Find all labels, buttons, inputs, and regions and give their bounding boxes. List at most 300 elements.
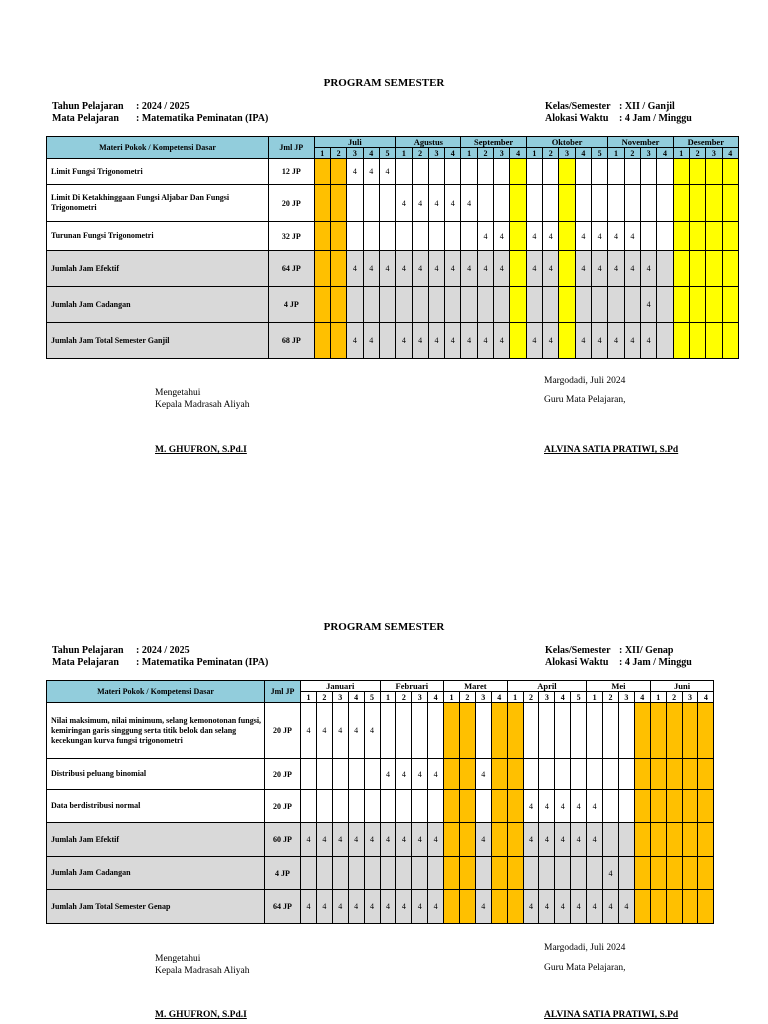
nama-kepala: M. GHUFRON, S.Pd.I <box>155 445 247 455</box>
week-cell <box>666 857 682 890</box>
week-cell <box>491 703 507 759</box>
week-cell: 4 <box>412 823 428 857</box>
week-cell <box>444 857 460 890</box>
week-cell: 4 <box>624 222 640 251</box>
week-cell <box>608 159 624 185</box>
jp-cell: 68 JP <box>269 323 315 359</box>
week-cell: 4 <box>526 323 542 359</box>
week-cell <box>698 857 714 890</box>
week-cell <box>666 890 682 924</box>
week-cell <box>363 287 379 323</box>
week-cell <box>689 159 705 185</box>
materi-cell: Turunan Fungsi Trigonometri <box>47 222 269 251</box>
month-header: Oktober <box>526 137 608 148</box>
jp-cell: 64 JP <box>269 251 315 287</box>
week-cell <box>657 159 673 185</box>
guru-text: Guru Mata Pelajaran, <box>544 963 626 973</box>
week-cell: 4 <box>475 759 491 790</box>
week-header: 2 <box>316 692 332 703</box>
week-cell: 4 <box>396 890 412 924</box>
week-cell <box>624 185 640 222</box>
week-cell: 4 <box>591 251 607 287</box>
jp-cell: 12 JP <box>269 159 315 185</box>
week-header: 1 <box>461 148 477 159</box>
week-cell <box>428 857 444 890</box>
week-cell <box>559 222 575 251</box>
week-cell <box>657 185 673 222</box>
week-cell: 4 <box>332 823 348 857</box>
week-header: 2 <box>624 148 640 159</box>
week-header: 2 <box>666 692 682 703</box>
week-cell: 4 <box>571 790 587 823</box>
mengetahui-text: Mengetahui <box>155 388 201 398</box>
jp-cell: 60 JP <box>265 823 301 857</box>
week-cell: 4 <box>523 790 539 823</box>
week-cell <box>682 790 698 823</box>
week-header: 1 <box>587 692 603 703</box>
kelas-label: Kelas/Semester <box>545 101 611 112</box>
week-cell: 4 <box>316 823 332 857</box>
week-cell <box>543 287 559 323</box>
week-cell <box>673 251 689 287</box>
week-cell <box>316 759 332 790</box>
week-cell <box>330 287 346 323</box>
week-header: 1 <box>673 148 689 159</box>
materi-cell: Jumlah Jam Cadangan <box>47 287 269 323</box>
week-cell: 4 <box>587 890 603 924</box>
week-cell <box>396 703 412 759</box>
week-cell <box>445 159 461 185</box>
week-cell <box>591 287 607 323</box>
week-cell <box>477 185 493 222</box>
week-cell <box>477 159 493 185</box>
week-header: 4 <box>722 148 738 159</box>
week-cell: 4 <box>316 703 332 759</box>
week-cell: 4 <box>347 251 363 287</box>
week-header: 4 <box>555 692 571 703</box>
month-header: Mei <box>587 681 651 692</box>
week-cell <box>314 185 330 222</box>
week-cell: 4 <box>523 890 539 924</box>
week-cell <box>314 251 330 287</box>
week-cell <box>634 857 650 890</box>
week-cell <box>510 222 526 251</box>
week-cell <box>571 703 587 759</box>
week-cell <box>624 159 640 185</box>
week-cell: 4 <box>477 251 493 287</box>
week-cell <box>379 287 395 323</box>
kepala-text: Kepala Madrasah Aliyah <box>155 966 250 976</box>
month-header: Februari <box>380 681 444 692</box>
week-cell: 4 <box>555 790 571 823</box>
week-header: 4 <box>575 148 591 159</box>
table-row <box>47 890 714 924</box>
week-cell <box>682 759 698 790</box>
week-cell <box>332 759 348 790</box>
week-cell <box>526 185 542 222</box>
week-cell <box>591 185 607 222</box>
week-cell <box>412 857 428 890</box>
table-row <box>47 823 714 857</box>
week-cell: 4 <box>608 251 624 287</box>
week-header: 3 <box>412 692 428 703</box>
month-header: Januari <box>301 681 381 692</box>
week-cell: 4 <box>640 287 656 323</box>
week-cell <box>316 790 332 823</box>
week-cell <box>330 185 346 222</box>
schedule-table-genap <box>46 680 714 924</box>
week-header: 3 <box>706 148 722 159</box>
week-cell: 4 <box>428 185 444 222</box>
week-cell <box>314 222 330 251</box>
week-cell: 4 <box>445 185 461 222</box>
month-header: April <box>507 681 587 692</box>
week-cell <box>657 251 673 287</box>
week-cell <box>559 251 575 287</box>
header-materi: Materi Pokok / Kompetensi Dasar <box>47 137 269 159</box>
week-cell: 4 <box>348 823 364 857</box>
week-cell <box>316 857 332 890</box>
week-cell <box>507 857 523 890</box>
page-title: PROGRAM SEMESTER <box>323 621 445 633</box>
place-date-text: Margodadi, Juli 2024 <box>544 376 626 386</box>
week-cell: 4 <box>591 323 607 359</box>
week-cell <box>507 790 523 823</box>
week-cell <box>364 759 380 790</box>
week-cell <box>510 159 526 185</box>
week-header: 3 <box>332 692 348 703</box>
week-header: 2 <box>412 148 428 159</box>
week-cell: 4 <box>396 323 412 359</box>
week-cell: 4 <box>461 323 477 359</box>
month-header: Juli <box>314 137 396 148</box>
week-cell: 4 <box>347 159 363 185</box>
week-header: 4 <box>657 148 673 159</box>
week-cell <box>618 759 634 790</box>
jp-cell: 20 JP <box>265 759 301 790</box>
week-cell <box>412 703 428 759</box>
week-cell <box>608 185 624 222</box>
tahun-label: Tahun Pelajaran <box>52 101 124 112</box>
week-cell <box>428 222 444 251</box>
week-cell <box>650 823 666 857</box>
week-cell <box>461 159 477 185</box>
week-cell <box>428 703 444 759</box>
week-cell <box>640 222 656 251</box>
week-cell: 4 <box>523 823 539 857</box>
week-cell <box>650 759 666 790</box>
materi-cell: Jumlah Jam Efektif <box>47 251 269 287</box>
tahun-value: : 2024 / 2025 <box>136 645 190 656</box>
month-header: November <box>608 137 673 148</box>
week-cell <box>706 185 722 222</box>
signature-right <box>544 375 626 406</box>
week-cell <box>608 287 624 323</box>
week-cell <box>555 703 571 759</box>
week-cell <box>491 759 507 790</box>
week-cell: 4 <box>380 890 396 924</box>
signature-left <box>155 953 249 977</box>
week-cell: 4 <box>591 222 607 251</box>
week-cell <box>459 823 475 857</box>
week-header: 5 <box>571 692 587 703</box>
week-cell <box>559 323 575 359</box>
week-header: 2 <box>396 692 412 703</box>
week-cell: 4 <box>428 323 444 359</box>
week-cell <box>314 323 330 359</box>
meta-right <box>545 101 692 125</box>
week-cell <box>650 703 666 759</box>
month-header: Desember <box>673 137 738 148</box>
alokasi-value: : 4 Jam / Minggu <box>619 113 692 124</box>
week-cell: 4 <box>543 222 559 251</box>
week-cell: 4 <box>364 890 380 924</box>
week-cell <box>445 222 461 251</box>
week-header: 4 <box>634 692 650 703</box>
table-row <box>47 159 739 185</box>
week-cell: 4 <box>494 251 510 287</box>
week-cell <box>587 703 603 759</box>
nama-guru: ALVINA SATIA PRATIWI, S.Pd <box>544 1010 679 1020</box>
week-cell: 4 <box>412 251 428 287</box>
jp-cell: 64 JP <box>265 890 301 924</box>
month-header: Juni <box>650 681 714 692</box>
week-cell <box>330 323 346 359</box>
nama-kepala: M. GHUFRON, S.Pd.I <box>155 1010 247 1020</box>
week-cell <box>555 759 571 790</box>
week-cell <box>348 790 364 823</box>
week-cell: 4 <box>428 251 444 287</box>
week-cell: 4 <box>412 759 428 790</box>
materi-cell: Jumlah Jam Total Semester Genap <box>47 890 265 924</box>
week-header: 3 <box>494 148 510 159</box>
week-cell <box>301 790 317 823</box>
week-cell <box>494 159 510 185</box>
week-header: 5 <box>379 148 395 159</box>
week-header: 1 <box>650 692 666 703</box>
week-cell <box>347 287 363 323</box>
week-cell <box>526 287 542 323</box>
week-cell <box>330 222 346 251</box>
week-cell <box>330 251 346 287</box>
week-header: 1 <box>526 148 542 159</box>
week-cell <box>706 251 722 287</box>
week-cell <box>689 222 705 251</box>
week-cell: 4 <box>363 159 379 185</box>
week-cell <box>603 759 619 790</box>
week-cell: 4 <box>494 222 510 251</box>
table-row <box>47 185 739 222</box>
week-cell <box>363 222 379 251</box>
week-cell <box>507 703 523 759</box>
guru-text: Guru Mata Pelajaran, <box>544 395 626 405</box>
week-cell <box>673 185 689 222</box>
week-cell <box>444 790 460 823</box>
week-cell: 4 <box>555 823 571 857</box>
week-cell <box>364 790 380 823</box>
week-header: 4 <box>363 148 379 159</box>
week-cell <box>510 185 526 222</box>
week-cell: 4 <box>608 323 624 359</box>
week-cell <box>510 251 526 287</box>
week-cell: 4 <box>475 890 491 924</box>
week-cell <box>571 857 587 890</box>
table-row <box>47 857 714 890</box>
week-cell: 4 <box>543 251 559 287</box>
schedule-table-ganjil <box>46 136 739 359</box>
jp-cell: 32 JP <box>269 222 315 251</box>
week-cell <box>348 857 364 890</box>
week-cell <box>347 222 363 251</box>
week-cell <box>657 222 673 251</box>
week-cell <box>444 890 460 924</box>
week-cell: 4 <box>445 251 461 287</box>
header-jml-jp: Jml JP <box>269 137 315 159</box>
week-cell <box>428 790 444 823</box>
place-date-text: Margodadi, Juli 2024 <box>544 943 626 953</box>
materi-cell: Distribusi peluang binomial <box>47 759 265 790</box>
week-cell <box>347 185 363 222</box>
week-cell <box>722 251 738 287</box>
week-cell: 4 <box>379 159 395 185</box>
week-header: 4 <box>510 148 526 159</box>
kepala-text: Kepala Madrasah Aliyah <box>155 400 250 410</box>
week-cell <box>477 287 493 323</box>
week-cell <box>507 823 523 857</box>
week-cell <box>657 323 673 359</box>
week-cell <box>475 790 491 823</box>
week-header: 2 <box>603 692 619 703</box>
week-cell <box>682 857 698 890</box>
week-cell <box>682 890 698 924</box>
nama-guru: ALVINA SATIA PRATIWI, S.Pd <box>544 445 679 455</box>
week-cell: 4 <box>412 323 428 359</box>
week-header: 3 <box>618 692 634 703</box>
week-cell <box>689 185 705 222</box>
week-cell <box>363 185 379 222</box>
week-cell <box>364 857 380 890</box>
week-cell <box>491 890 507 924</box>
jp-cell: 4 JP <box>265 857 301 890</box>
week-header: 4 <box>445 148 461 159</box>
week-cell: 4 <box>494 323 510 359</box>
week-header: 3 <box>347 148 363 159</box>
tahun-label: Tahun Pelajaran <box>52 645 124 656</box>
week-cell <box>634 890 650 924</box>
week-cell: 4 <box>618 890 634 924</box>
table-row <box>47 323 739 359</box>
week-cell <box>332 790 348 823</box>
week-cell <box>475 703 491 759</box>
week-cell <box>673 287 689 323</box>
week-cell <box>666 823 682 857</box>
week-cell: 4 <box>348 890 364 924</box>
week-header: 3 <box>640 148 656 159</box>
signature-right <box>544 942 626 974</box>
week-cell <box>379 185 395 222</box>
week-cell <box>673 222 689 251</box>
week-cell <box>523 857 539 890</box>
week-header: 2 <box>459 692 475 703</box>
week-cell <box>380 790 396 823</box>
week-header: 2 <box>543 148 559 159</box>
week-cell <box>575 159 591 185</box>
week-cell: 4 <box>301 703 317 759</box>
week-cell: 4 <box>301 890 317 924</box>
week-cell <box>461 287 477 323</box>
week-cell <box>526 159 542 185</box>
week-cell <box>412 790 428 823</box>
week-cell <box>618 857 634 890</box>
week-cell <box>722 287 738 323</box>
week-cell: 4 <box>301 823 317 857</box>
week-cell <box>634 759 650 790</box>
week-cell: 4 <box>379 251 395 287</box>
alokasi-label: Alokasi Waktu <box>545 657 609 668</box>
week-cell <box>689 323 705 359</box>
week-cell: 4 <box>380 759 396 790</box>
week-cell <box>666 703 682 759</box>
week-header: 2 <box>689 148 705 159</box>
meta-right <box>545 645 692 669</box>
week-cell: 4 <box>640 323 656 359</box>
week-cell <box>689 251 705 287</box>
week-cell <box>706 159 722 185</box>
week-cell: 4 <box>539 890 555 924</box>
week-cell: 4 <box>380 823 396 857</box>
kelas-label: Kelas/Semester <box>545 645 611 656</box>
week-cell: 4 <box>412 185 428 222</box>
mapel-label: Mata Pelajaran <box>52 657 119 668</box>
materi-cell: Limit Di Ketakhinggaan Fungsi Aljabar Dan Fungsi Trigonometri <box>47 185 269 222</box>
week-cell <box>523 703 539 759</box>
week-cell <box>491 857 507 890</box>
week-header: 1 <box>608 148 624 159</box>
table-row <box>47 287 739 323</box>
week-header: 1 <box>396 148 412 159</box>
alokasi-value: : 4 Jam / Minggu <box>619 657 692 668</box>
week-cell: 4 <box>608 222 624 251</box>
week-cell: 4 <box>396 185 412 222</box>
mengetahui-text: Mengetahui <box>155 954 201 964</box>
month-header: September <box>461 137 526 148</box>
week-cell <box>539 703 555 759</box>
week-cell: 4 <box>555 890 571 924</box>
week-cell: 4 <box>587 823 603 857</box>
week-header: 2 <box>330 148 346 159</box>
jp-cell: 20 JP <box>265 703 301 759</box>
week-cell <box>618 703 634 759</box>
week-cell <box>698 790 714 823</box>
week-cell <box>650 890 666 924</box>
week-cell: 4 <box>603 890 619 924</box>
week-cell <box>559 185 575 222</box>
week-header: 5 <box>364 692 380 703</box>
week-cell <box>555 857 571 890</box>
week-cell <box>559 159 575 185</box>
page-title: PROGRAM SEMESTER <box>323 77 445 89</box>
week-cell <box>332 857 348 890</box>
week-cell: 4 <box>363 323 379 359</box>
week-cell: 4 <box>624 323 640 359</box>
month-header: Maret <box>444 681 508 692</box>
week-cell <box>591 159 607 185</box>
week-cell: 4 <box>575 222 591 251</box>
week-header: 3 <box>428 148 444 159</box>
week-cell <box>459 890 475 924</box>
week-cell <box>722 323 738 359</box>
week-cell <box>396 159 412 185</box>
